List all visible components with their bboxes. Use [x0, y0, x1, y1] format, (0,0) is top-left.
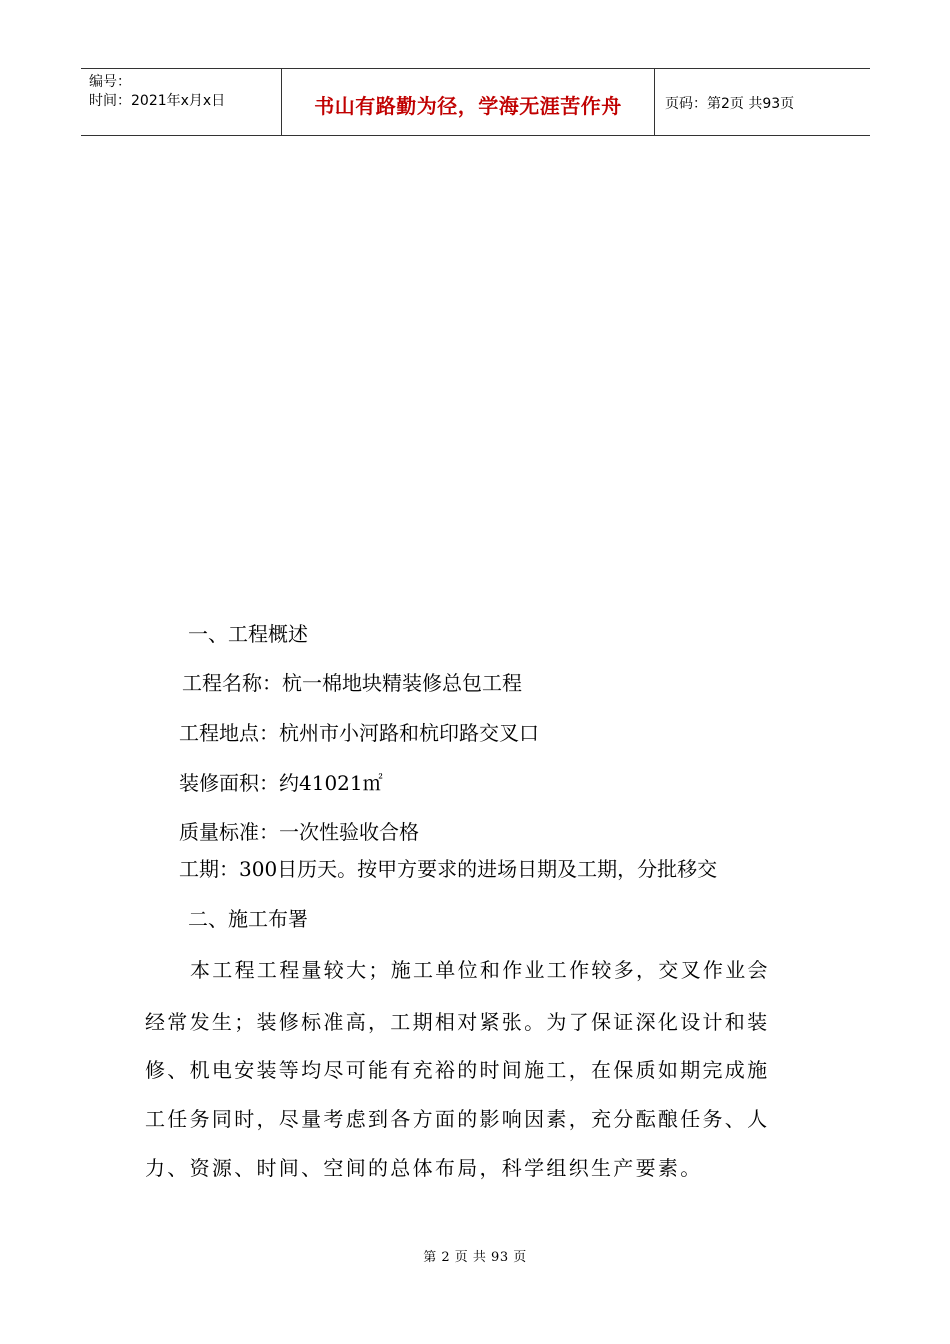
header-page-cell — [655, 69, 870, 135]
project-location-line: 工程地点：杭州市小河路和杭印路交叉口 — [179, 721, 539, 745]
section1-heading: 一、工程概述 — [188, 622, 308, 646]
header-motto: 书山有路勤为径，学海无涯苦作舟 — [314, 93, 622, 118]
project-name-line: 工程名称：杭一棉地块精装修总包工程 — [182, 671, 522, 695]
quality-standard-line: 质量标准：一次性验收合格 — [179, 820, 419, 844]
footer-page-number: 第 2 页 共 93 页 — [423, 1250, 527, 1265]
paragraph-line: 工任务同时，尽量考虑到各方面的影响因素，充分酝酿任务、人 — [145, 1107, 770, 1131]
duration-line: 工期：300日历天。按甲方要求的进场日期及工期，分批移交 — [179, 857, 718, 881]
header-page-code: 页码：第2页 共93页 — [665, 96, 795, 112]
header-table — [81, 68, 870, 136]
paragraph-line: 本工程工程量较大；施工单位和作业工作较多，交叉作业会 — [190, 958, 770, 982]
document-time-label: 时间：2021年x月x日 — [89, 93, 226, 109]
decoration-area-line: 装修面积：约41021㎡ — [179, 771, 383, 795]
paragraph-line: 经常发生；装修标准高，工期相对紧张。为了保证深化设计和装 — [145, 1010, 770, 1034]
header-meta-cell — [81, 69, 282, 135]
paragraph-line: 修、机电安装等均尽可能有充裕的时间施工，在保质如期完成施 — [145, 1058, 770, 1082]
section2-heading: 二、施工布署 — [188, 907, 308, 931]
document-number-label: 编号： — [89, 74, 131, 90]
paragraph-line: 力、资源、时间、空间的总体布局，科学组织生产要素。 — [145, 1156, 703, 1180]
header-motto-cell — [282, 69, 655, 135]
